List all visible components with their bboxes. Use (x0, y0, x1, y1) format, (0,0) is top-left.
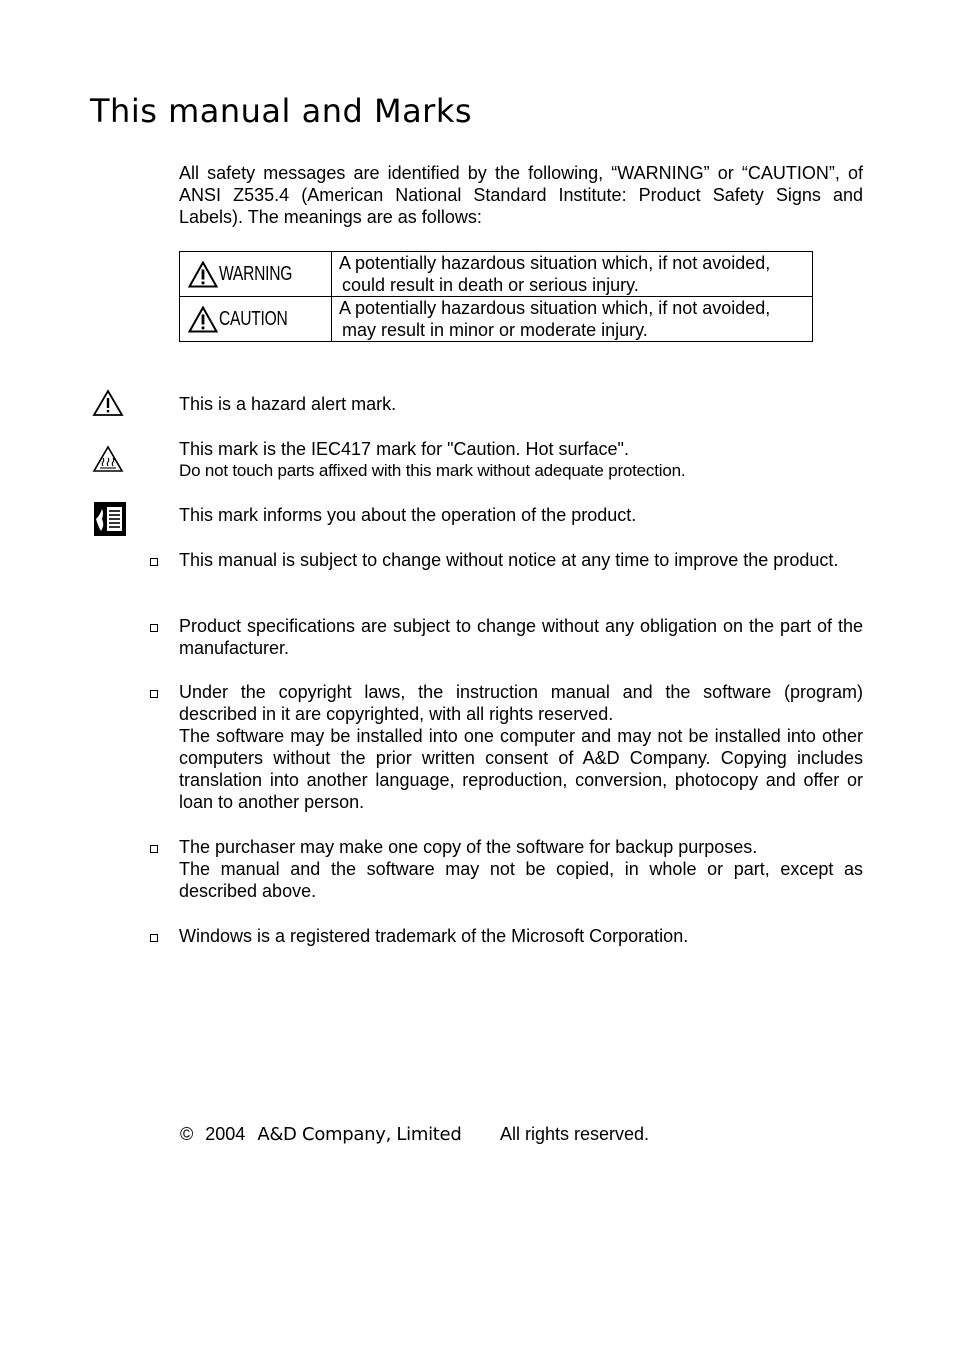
notice-text: Windows is a registered trademark of the Microsoft Corporation. (179, 926, 689, 946)
bullet-square-icon (150, 558, 158, 566)
page-title: This manual and Marks (90, 92, 473, 130)
caution-triangle-icon (188, 306, 218, 333)
meaning-line: A potentially hazardous situation which, if not avoided, (339, 298, 771, 318)
signal-word: WARNING (219, 262, 293, 285)
copyright-line (180, 1124, 650, 1145)
notice-paragraph (179, 615, 863, 659)
intro-paragraph: All safety messages are identified by the following, “WARNING” or “CAUTION”, of ANSI Z535.4 (American National Standard Institute: Product Safety Signs and Labels). The meanings are as follows: (179, 163, 863, 227)
notice-paragraph (179, 549, 863, 571)
notice-text: The software may be installed into one computer and may not be installed into other computers without the prior written consent of A&D Company. Copying includes translation into another language, reproduction, conversion, photocopy and offer or loan to another person. (179, 726, 863, 812)
hot-surface-text (179, 438, 685, 482)
operation-info-icon (93, 501, 127, 537)
signal-cell (180, 297, 332, 342)
company-name: A&D Company, Limited (257, 1124, 462, 1145)
notice-text: Product specifications are subject to change without any obligation on the part of the manufacturer. (179, 616, 863, 658)
meaning-line: may result in minor or moderate injury. (342, 320, 648, 340)
notice-paragraph (179, 836, 863, 902)
hot-surface-line: This mark is the IEC417 mark for "Caution. Hot surface". (179, 439, 629, 459)
hot-surface-icon (92, 445, 124, 473)
rights-text: All rights reserved. (500, 1124, 650, 1144)
bullet-square-icon (150, 624, 158, 632)
meaning-line: A potentially hazardous situation which, if not avoided, (339, 253, 771, 273)
notice-text: The purchaser may make one copy of the software for backup purposes. (179, 837, 758, 857)
hazard-alert-text: This is a hazard alert mark. (179, 394, 397, 414)
hot-surface-line: Do not touch parts affixed with this mark without adequate protection. (179, 461, 686, 480)
meaning-line: could result in death or serious injury. (342, 275, 639, 295)
hazard-alert-icon (92, 389, 124, 417)
notice-paragraph (179, 925, 863, 947)
notice-text: The manual and the software may not be copied, in whole or part, except as described above. (179, 859, 863, 901)
signal-cell (180, 252, 332, 297)
notice-text: Under the copyright laws, the instruction manual and the software (program) described in it are copyrighted, with all rights reserved. (179, 682, 863, 724)
operation-info-text: This mark informs you about the operation of the product. (179, 505, 637, 525)
meaning-cell (332, 297, 813, 342)
warning-triangle-icon (188, 261, 218, 288)
notice-paragraph (179, 681, 863, 813)
copyright-symbol: © (180, 1124, 194, 1144)
bullet-square-icon (150, 845, 158, 853)
notice-text: This manual is subject to change without notice at any time to improve the product. (179, 550, 839, 570)
bullet-square-icon (150, 690, 158, 698)
copyright-year: 2004 (205, 1124, 246, 1144)
safety-signal-table (179, 251, 813, 342)
table-row (180, 252, 813, 297)
meaning-cell (332, 252, 813, 297)
table-row (180, 297, 813, 342)
bullet-square-icon (150, 934, 158, 942)
signal-word: CAUTION (219, 307, 288, 330)
